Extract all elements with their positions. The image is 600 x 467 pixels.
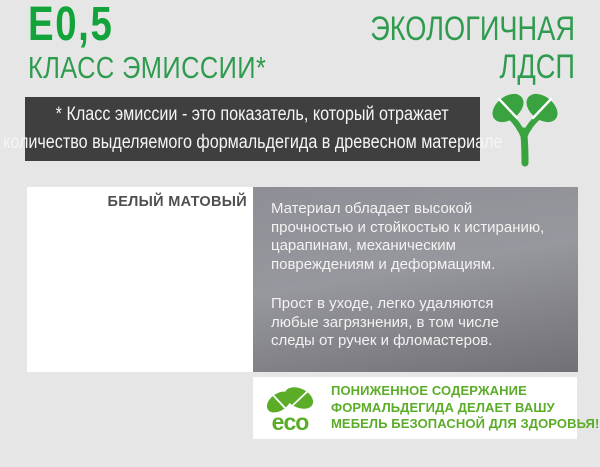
note-line-1: * Класс эмиссии - это показатель, который отражает [56, 104, 449, 125]
sprout-icon [488, 90, 562, 164]
description-line: любые загрязнения, в том числе [271, 313, 499, 331]
description-line: Материал обладает высокой [271, 200, 473, 217]
description-line: Прост в уходе, легко удаляются [271, 295, 494, 312]
material-swatch [253, 187, 578, 372]
description-line: повреждениям и деформациям. [271, 255, 496, 273]
material-description-paragraph-2 [271, 295, 568, 351]
material-name-label: БЕЛЫЙ МАТОВЫЙ [107, 194, 247, 210]
eco-badge [253, 377, 600, 439]
material-panel [27, 187, 578, 372]
description-line: прочностью и стойкостью к истиранию, [271, 218, 545, 236]
eco-message-line-1: ПОНИЖЕННОЕ СОДЕРЖАНИЕ [331, 383, 527, 399]
eco-title-line2: ЛДСП [499, 48, 575, 86]
eco-message-line-2: ФОРМАЛЬДЕГИДА ДЕЛАЕТ ВАШУ [331, 399, 555, 415]
eco-title-line1: ЭКОЛОГИЧНАЯ [370, 10, 575, 48]
emission-class-value: E0,5 [28, 0, 114, 51]
material-description-paragraph-1 [271, 200, 568, 274]
eco-logo [261, 385, 319, 435]
emission-note-bar [2, 97, 503, 161]
eco-message [331, 383, 599, 433]
description-line: царапинам, механическим [271, 237, 456, 254]
description-line: следы от ручек и фломастеров. [271, 332, 493, 349]
eco-title [370, 10, 575, 86]
eco-logo-text: eco [271, 408, 309, 435]
eco-message-line-3: МЕБЕЛЬ БЕЗОПАСНОЙ ДЛЯ ЗДОРОВЬЯ! [331, 416, 600, 432]
emission-class-label: КЛАСС ЭМИССИИ* [28, 50, 267, 85]
note-line-2: количество выделяемого формальдегида в древесном материале [2, 132, 503, 153]
